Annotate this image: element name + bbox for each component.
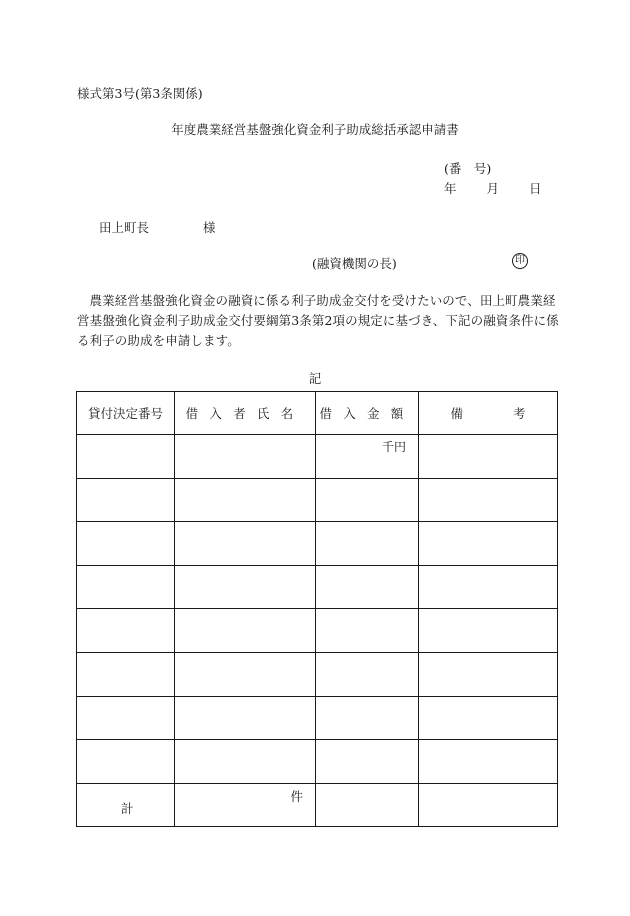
cell-loan-number[interactable] (77, 478, 175, 522)
date-year: 年 (444, 181, 457, 196)
cell-amount[interactable] (316, 478, 419, 522)
header-remarks: 備 考 (419, 392, 558, 435)
count-unit: 件 (290, 788, 303, 804)
ki-label: 記 (308, 371, 322, 386)
cell-remarks[interactable] (419, 522, 558, 566)
cell-remarks[interactable] (419, 609, 558, 653)
cell-borrower[interactable] (175, 522, 316, 566)
date-month: 月 (486, 181, 500, 196)
table-row (77, 478, 558, 522)
form-number: 様式第3号(第3条関係) (77, 86, 203, 101)
table-total-row (77, 783, 558, 827)
total-amount-cell[interactable] (316, 783, 419, 827)
table-row (77, 565, 558, 609)
table-row (77, 522, 558, 566)
cell-loan-number[interactable] (77, 740, 175, 784)
cell-borrower[interactable] (175, 565, 316, 609)
cell-loan-number[interactable] (77, 565, 175, 609)
application-body-text: 農業経営基盤強化資金の融資に係る利子助成金交付を受けたいので、田上町農業経営基盤強化資金利子助成金交付要綱第3条第2項の規定に基づき、下記の融資条件に係る利子の助成を申請します。 (77, 293, 559, 348)
cell-remarks[interactable] (419, 740, 558, 784)
table-row (77, 435, 558, 479)
table-row (77, 696, 558, 740)
date-line (444, 179, 542, 197)
cell-borrower[interactable] (175, 740, 316, 784)
cell-loan-number[interactable] (77, 435, 175, 479)
header-loan-number: 貸付決定番号 (77, 392, 175, 435)
date-day: 日 (529, 181, 542, 196)
total-label-cell (77, 783, 175, 827)
total-count-cell[interactable] (175, 783, 316, 827)
cell-borrower[interactable] (175, 435, 316, 479)
cell-loan-number[interactable] (77, 696, 175, 740)
cell-remarks[interactable] (419, 696, 558, 740)
document-title: 年度農業経営基盤強化資金利子助成総括承認申請書 (171, 122, 459, 137)
cell-loan-number[interactable] (77, 522, 175, 566)
applicant-label: (融資機関の長) (312, 256, 397, 271)
table-row (77, 740, 558, 784)
cell-amount[interactable] (316, 740, 419, 784)
addressee-name: 田上町長 (99, 220, 150, 235)
cell-remarks[interactable] (419, 478, 558, 522)
table-row (77, 652, 558, 696)
cell-remarks[interactable] (419, 435, 558, 479)
total-label: 計 (121, 801, 134, 817)
cell-remarks[interactable] (419, 652, 558, 696)
cell-borrower[interactable] (175, 652, 316, 696)
seal-mark: 印 (512, 253, 528, 269)
header-borrower-name: 借入者氏名 (175, 392, 316, 435)
total-remarks-cell[interactable] (419, 783, 558, 827)
cell-borrower[interactable] (175, 696, 316, 740)
reference-number: (番 号) (444, 161, 492, 176)
cell-loan-number[interactable] (77, 609, 175, 653)
table-header-row (77, 392, 558, 435)
cell-amount[interactable] (316, 652, 419, 696)
loan-table (76, 391, 558, 827)
table-row (77, 609, 558, 653)
cell-borrower[interactable] (175, 609, 316, 653)
header-loan-amount: 借入金額 (316, 392, 419, 435)
addressee-honorific: 様 (203, 220, 216, 235)
amount-unit: 千円 (381, 440, 406, 454)
cell-amount[interactable] (316, 565, 419, 609)
cell-borrower[interactable] (175, 478, 316, 522)
cell-amount[interactable] (316, 609, 419, 653)
cell-amount[interactable] (316, 435, 419, 479)
cell-amount[interactable] (316, 522, 419, 566)
cell-amount[interactable] (316, 696, 419, 740)
addressee (99, 218, 216, 236)
cell-remarks[interactable] (419, 565, 558, 609)
cell-loan-number[interactable] (77, 652, 175, 696)
